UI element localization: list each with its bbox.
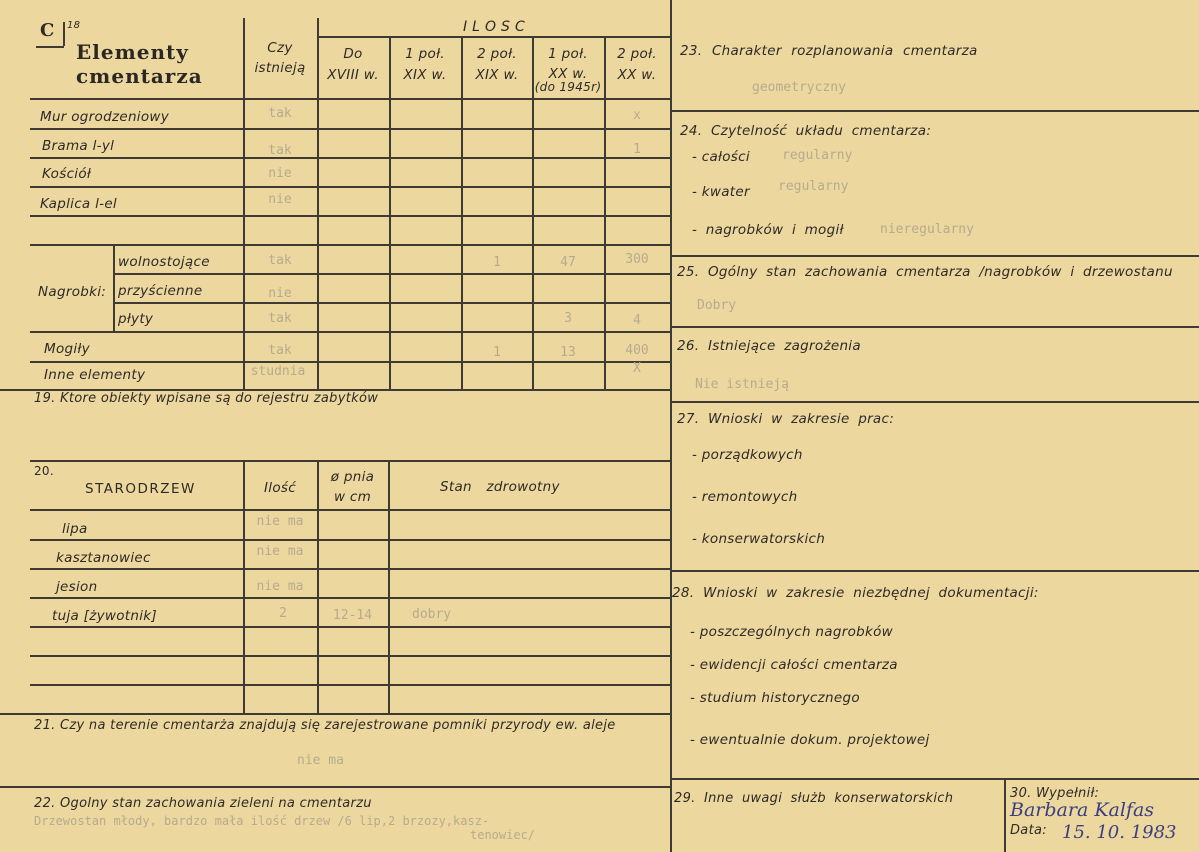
col-czy-2: istnieją bbox=[254, 60, 306, 76]
row-inne-label: Inne elementy bbox=[44, 367, 146, 383]
col-5b: XX w. bbox=[617, 67, 657, 83]
s20-pnia1: ø pnia bbox=[330, 469, 375, 485]
row-przysc-label: przyścienne bbox=[118, 283, 203, 299]
tree-kasztan-ilosc: nie ma bbox=[256, 544, 304, 559]
col-3a: 2 poł. bbox=[477, 46, 517, 62]
inne-czy: studnia bbox=[250, 364, 306, 379]
mogily-xx2: 400 bbox=[625, 343, 649, 358]
s27-b: - remontowych bbox=[692, 489, 798, 505]
s22-label: 22. Ogolny stan zachowania zieleni na cmentarzu bbox=[34, 796, 372, 811]
s28-label: 28. Wnioski w zakresie niezbędnej dokumentacji: bbox=[672, 585, 1039, 601]
tree-tuja-stan: dobry bbox=[412, 607, 452, 622]
col-4a: 1 poł. bbox=[548, 46, 588, 62]
row-brama-label: Brama l-yl bbox=[42, 138, 115, 154]
s29-label: 29. Inne uwagi służb konserwatorskich bbox=[674, 791, 954, 806]
s24-kwater: - kwater bbox=[692, 184, 750, 200]
s28-d: - ewentualnie dokum. projektowej bbox=[690, 732, 930, 748]
row-mogily-label: Mogiły bbox=[44, 341, 90, 357]
s30-label: 30. Wypełnił: bbox=[1010, 786, 1100, 801]
s19-label: 19. Ktore obiekty wpisane są do rejestru zabytków bbox=[34, 391, 379, 406]
tree-jesion-ilosc: nie ma bbox=[256, 579, 304, 594]
col-4c: (do 1945r) bbox=[534, 80, 602, 94]
s23-value: geometryczny bbox=[752, 80, 846, 95]
heading-line1: Elementy bbox=[76, 40, 189, 64]
s20-stan: Stan zdrowotny bbox=[440, 479, 560, 495]
mur-czy: tak bbox=[268, 106, 292, 121]
inne-xx2: X bbox=[633, 361, 641, 376]
row-mur-label: Mur ogrodzeniowy bbox=[40, 109, 170, 125]
s22-value1: Drzewostan młody, bardzo mała ilość drzew /6 lip,2 brzozy,kasz- bbox=[34, 814, 490, 828]
s28-c: - studium historycznego bbox=[690, 690, 860, 706]
brama-xx2: 1 bbox=[633, 142, 641, 157]
s28-a: - poszczególnych nagrobków bbox=[690, 624, 894, 640]
tree-tuja-pnia: 12-14 bbox=[332, 608, 373, 623]
tree-kasztan-name: kasztanowiec bbox=[56, 550, 151, 566]
s23-label: 23. Charakter rozplanowania cmentarza bbox=[680, 43, 978, 59]
col-2b: XIX w. bbox=[403, 67, 447, 83]
corner-letter: C bbox=[40, 20, 55, 41]
s27-label: 27. Wnioski w zakresie prac: bbox=[677, 411, 895, 427]
col-ilosc: I L O S C bbox=[462, 19, 526, 35]
brama-czy: tak bbox=[268, 143, 292, 158]
mur-xx2: x bbox=[633, 108, 641, 123]
corner-number: 18 bbox=[67, 20, 81, 31]
tree-tuja-ilosc: 2 bbox=[279, 606, 287, 621]
tree-jesion-name: jesion bbox=[56, 579, 98, 595]
plyty-xx1: 3 bbox=[564, 311, 572, 326]
plyty-xx2: 4 bbox=[633, 313, 641, 328]
s20-title: STARODRZEW bbox=[85, 481, 196, 497]
wolno-xx1: 47 bbox=[560, 255, 576, 270]
s27-c: - konserwatorskich bbox=[692, 531, 826, 547]
wolno-xx2: 300 bbox=[625, 252, 649, 267]
s21-value: nie ma bbox=[297, 753, 344, 768]
s30-name: Barbara Kalfas bbox=[1010, 799, 1155, 821]
tree-lipa-ilosc: nie ma bbox=[256, 514, 304, 529]
row-kosciol-label: Kościół bbox=[42, 166, 92, 182]
nagrobki-label: Nagrobki: bbox=[38, 284, 107, 300]
mogily-xx1: 13 bbox=[560, 345, 576, 360]
plyty-czy: tak bbox=[268, 311, 292, 326]
col-czy-1: Czy bbox=[267, 40, 293, 56]
kosciol-czy: nie bbox=[268, 166, 292, 181]
s20-ilosc: Ilość bbox=[264, 480, 296, 496]
s27-a: - porządkowych bbox=[692, 447, 803, 463]
heading-line2: cmentarza bbox=[76, 64, 203, 88]
col-5a: 2 poł. bbox=[617, 46, 657, 62]
col-1b: XVIII w. bbox=[327, 67, 379, 83]
mogily-xix2: 1 bbox=[493, 345, 501, 360]
s26-value: Nie istnieją bbox=[695, 377, 789, 392]
s24-calosci: - całości bbox=[692, 149, 750, 165]
tree-lipa-name: lipa bbox=[62, 521, 88, 537]
s22-value2: tenowiec/ bbox=[470, 828, 536, 842]
s30-data-label: Data: bbox=[1010, 823, 1047, 838]
tree-tuja-name: tuja [żywotnik] bbox=[52, 608, 157, 624]
s21-label: 21. Czy na terenie cmentarża znajdują się zarejestrowane pomniki przyrody ew. aleje bbox=[34, 718, 616, 733]
kaplica-czy: nie bbox=[268, 192, 292, 207]
col-2a: 1 poł. bbox=[405, 46, 445, 62]
s25-label: 25. Ogólny stan zachowania cmentarza /nagrobków i drzewostanu bbox=[677, 264, 1173, 280]
s28-b: - ewidencji całości cmentarza bbox=[690, 657, 898, 673]
s24-calosci-value: regularny bbox=[782, 148, 853, 163]
s25-value: Dobry bbox=[697, 298, 737, 313]
wolno-xix2: 1 bbox=[493, 255, 501, 270]
wolno-czy: tak bbox=[268, 253, 292, 268]
s24-nagrobkow-value: nieregularny bbox=[880, 222, 974, 237]
col-4b: XX w. bbox=[548, 66, 588, 82]
s24-kwater-value: regularny bbox=[778, 179, 849, 194]
row-kaplica-label: Kaplica l-el bbox=[40, 196, 117, 212]
row-wolno-label: wolnostojące bbox=[118, 254, 210, 270]
row-plyty-label: płyty bbox=[118, 311, 154, 327]
s24-nagrobkow: - nagrobków i mogił bbox=[692, 222, 844, 238]
col-3b: XIX w. bbox=[475, 67, 519, 83]
s26-label: 26. Istniejące zagrożenia bbox=[677, 338, 861, 354]
s30-date: 15. 10. 1983 bbox=[1062, 822, 1177, 843]
s20-pnia2: w cm bbox=[333, 489, 372, 505]
mogily-czy: tak bbox=[268, 343, 292, 358]
s24-label: 24. Czytelność układu cmentarza: bbox=[680, 123, 932, 139]
col-1a: Do bbox=[343, 46, 363, 62]
przysc-czy: nie bbox=[268, 286, 292, 301]
s20-num: 20. bbox=[34, 464, 54, 478]
